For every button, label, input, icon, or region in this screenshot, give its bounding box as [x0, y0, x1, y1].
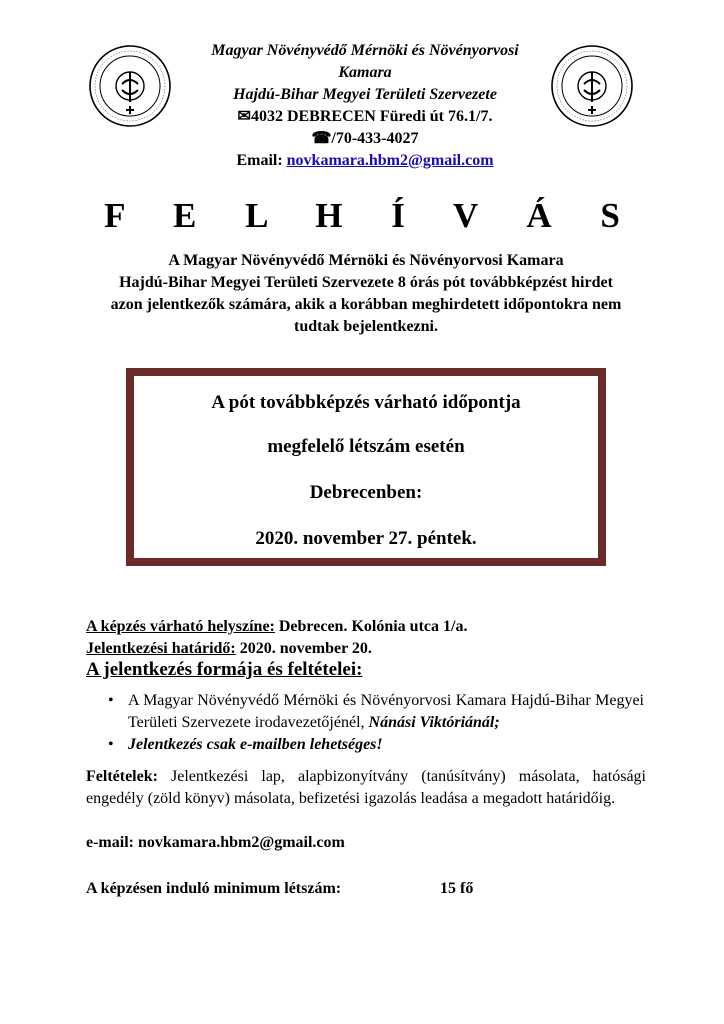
phone-text: /70-433-4027: [331, 130, 419, 147]
form-heading-line: [86, 659, 646, 682]
intro-line: Hajdú-Bihar Megyei Területi Szervezete 8 órás pót továbbképzést hirdet: [119, 274, 613, 291]
deadline-line: [86, 638, 646, 660]
address-text: 4032 DEBRECEN Füredi út 76.1/7.: [250, 108, 493, 125]
email-label: Email:: [236, 152, 283, 169]
bullet-text: Jelentkezés csak e-mailben lehetséges!: [128, 736, 383, 753]
bullet-text: A Magyar Növényvédő Mérnöki és Növényorvosi Kamara Hajdú-Bihar Megyei Területi Szervezete irodavezetőjénél,: [128, 692, 644, 731]
org-name-line3: Hajdú-Bihar Megyei Területi Szervezete: [233, 86, 497, 103]
letterhead: [180, 40, 550, 172]
intro-line: azon jelentkezők számára, akik a korábban meghirdetett időpontokra nem: [110, 296, 622, 313]
intro-line: A Magyar Növényvédő Mérnöki és Növényorvosi Kamara: [168, 252, 564, 269]
phone-icon: ☎: [311, 130, 332, 147]
address-line: [180, 106, 550, 128]
deadline-label: Jelentkezési határidő:: [86, 640, 236, 657]
minimum-label: A képzésen induló minimum létszám:: [86, 880, 342, 897]
email-line: [180, 150, 550, 172]
intro-line: tudtak bejelentkezni.: [294, 318, 438, 335]
page-title: F E L H Í V Á S: [104, 196, 640, 235]
date-box: [126, 368, 606, 566]
intro-paragraph: [86, 250, 646, 338]
list-item: [104, 690, 644, 734]
email-link[interactable]: novkamara.hbm2@gmail.com: [286, 152, 494, 169]
org-name-line2: Kamara: [338, 64, 392, 81]
bullet-icon: •: [108, 736, 114, 753]
box-line-1: A pót továbbképzés várható időpontja: [211, 392, 521, 413]
list-item: [104, 734, 644, 756]
conditions-label: Feltételek:: [86, 768, 158, 785]
chamber-seal-right: [550, 44, 634, 128]
venue-line: [86, 616, 646, 638]
envelope-icon: ✉: [237, 108, 251, 125]
phone-line: [180, 128, 550, 150]
venue-label: A képzés várható helyszíne:: [86, 618, 275, 635]
box-line-3: Debrecenben:: [309, 482, 423, 503]
deadline-value: 2020. november 20.: [235, 640, 372, 657]
box-line-2: megfelelő létszám esetén: [267, 436, 465, 457]
bullet-icon: •: [108, 692, 114, 709]
contact-person: Nánási Viktóriánál;: [368, 714, 500, 731]
conditions-paragraph: [86, 766, 646, 810]
org-name-line1: Magyar Növényvédő Mérnöki és Növényorvosi: [211, 42, 519, 59]
conditions-text: Jelentkezési lap, alapbizonyítvány (tanúsítvány) másolata, hatósági engedély (zöld könyv) másolata, befizetési igazolás leadása a megadott határidőig.: [86, 768, 646, 807]
date-box-inner: [133, 375, 599, 559]
application-bullets: [104, 690, 644, 756]
minimum-value: 15 fő: [440, 880, 474, 897]
form-heading: A jelentkezés formája és feltételei:: [86, 659, 363, 680]
venue-value: Debrecen. Kolónia utca 1/a.: [274, 618, 468, 635]
contact-email: e-mail: novkamara.hbm2@gmail.com: [86, 834, 345, 851]
box-line-4: 2020. november 27. péntek.: [255, 528, 477, 549]
chamber-seal-left: [88, 44, 172, 128]
